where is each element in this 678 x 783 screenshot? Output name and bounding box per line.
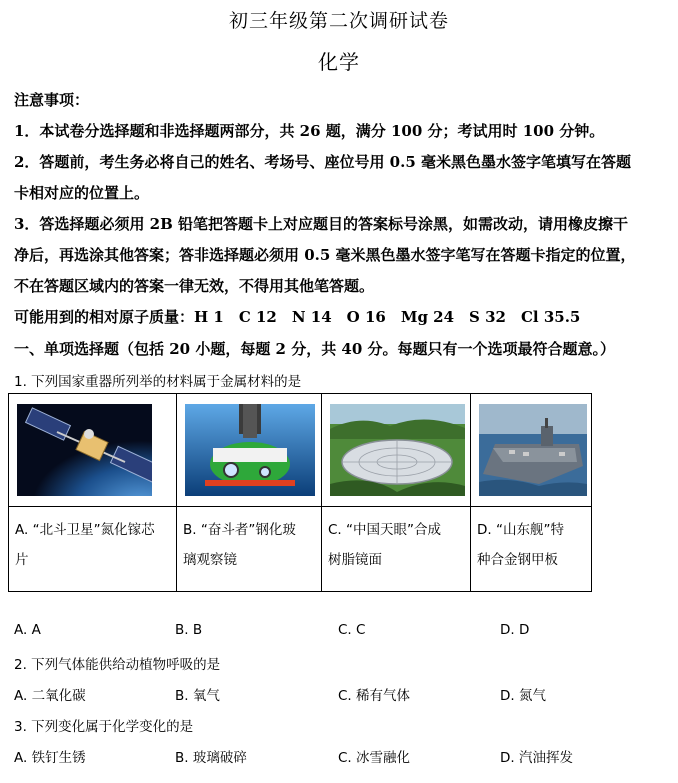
- q1-option-d[interactable]: D. D: [500, 622, 530, 638]
- option-caption-b: B. “奋斗者”钢化玻 璃观察镜: [177, 507, 322, 592]
- q2-option-d[interactable]: D. 氮气: [500, 688, 546, 704]
- option-caption-c: C. “中国天眼”合成 树脂镜面: [322, 507, 471, 592]
- q2-option-c[interactable]: C. 稀有气体: [338, 688, 411, 704]
- q1-option-b[interactable]: B. B: [175, 622, 203, 638]
- subject-title: 化学: [318, 50, 360, 74]
- exam-title: 初三年级第二次调研试卷: [228, 10, 449, 32]
- q3-option-c[interactable]: C. 冰雪融化: [338, 750, 411, 766]
- question-1-stem: 1. 下列国家重器所列举的材料属于金属材料的是: [14, 374, 302, 390]
- image-cell-d: [471, 394, 592, 507]
- question-1-image-table: [8, 393, 592, 592]
- notes-heading: 注意事项：: [14, 91, 90, 109]
- image-cell-c: [322, 394, 471, 507]
- note-line: 1．本试卷分选择题和非选择题两部分，共 26 题，满分 100 分；考试用时 100 分钟。: [14, 122, 605, 140]
- q1-option-a[interactable]: A. A: [14, 622, 41, 638]
- q3-option-d[interactable]: D. 汽油挥发: [500, 750, 573, 766]
- q2-option-a[interactable]: A. 二氧化碳: [14, 688, 86, 704]
- satellite-photo: [17, 404, 152, 496]
- image-cell-b: [177, 394, 322, 507]
- image-cell-a: [9, 394, 177, 507]
- note-line: 卡相对应的位置上。: [14, 184, 150, 202]
- note-line: 不在答题区域内的答案一律无效，不得用其他笔答题。: [14, 277, 375, 295]
- question-2-stem: 2. 下列气体能供给动植物呼吸的是: [14, 657, 221, 673]
- note-line: 2．答题前，考生务必将自己的姓名、考场号、座位号用 0.5 毫米黑色墨水签字笔填写在答题: [14, 153, 631, 171]
- q3-option-b[interactable]: B. 玻璃破碎: [175, 750, 247, 766]
- atomic-masses: 可能用到的相对原子质量：H 1 C 12 N 14 O 16 Mg 24 S 32 Cl 35.5: [14, 308, 581, 326]
- section-heading: 一、单项选择题（包括 20 小题，每题 2 分，共 40 分。每题只有一个选项最符合题意。）: [14, 340, 616, 358]
- option-caption-a: A. “北斗卫星”氮化镓芯 片: [9, 507, 177, 592]
- option-caption-d: D. “山东舰”特 种合金钢甲板: [471, 507, 592, 592]
- question-3-stem: 3. 下列变化属于化学变化的是: [14, 719, 194, 735]
- submersible-photo: [185, 404, 320, 496]
- q3-option-a[interactable]: A. 铁钉生锈: [14, 750, 86, 766]
- radio-telescope-photo: [330, 404, 465, 496]
- q1-option-c[interactable]: C. C: [338, 622, 366, 638]
- note-line: 净后，再选涂其他答案；答非选择题必须用 0.5 毫米黑色墨水签字笔写在答题卡指定的位置，: [14, 246, 636, 264]
- note-line: 3．答选择题必须用 2B 铅笔把答题卡上对应题目的答案标号涂黑，如需改动，请用橡皮擦干: [14, 215, 629, 233]
- q2-option-b[interactable]: B. 氧气: [175, 688, 220, 704]
- aircraft-carrier-photo: [479, 404, 587, 496]
